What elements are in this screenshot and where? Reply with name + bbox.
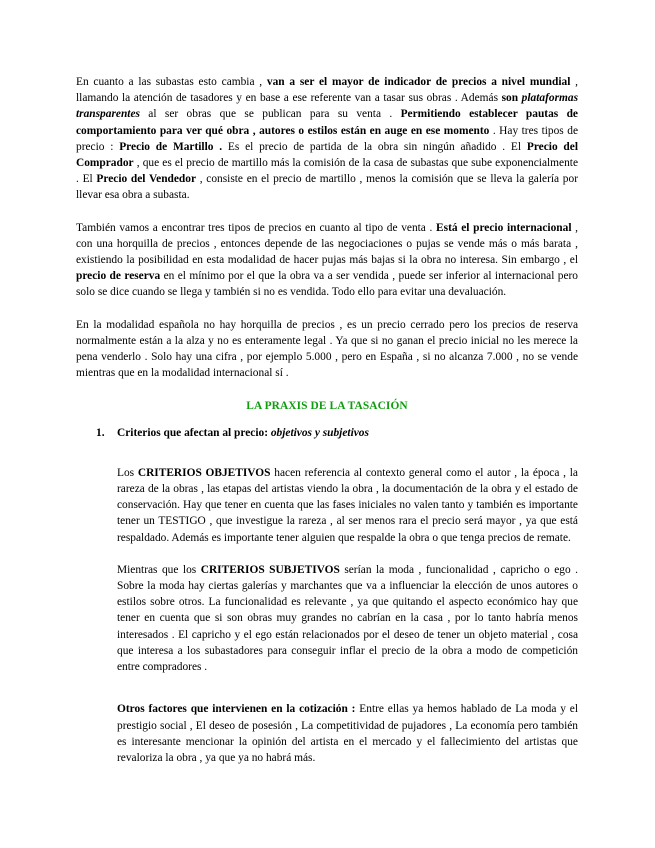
list-item-criterios xyxy=(76,425,578,441)
bold-plataformas-transparentes: plataformas transparentes xyxy=(76,92,578,121)
list-label: Criterios que afectan al precio: xyxy=(117,426,271,439)
bold-precio-reserva: precio de reserva xyxy=(76,270,161,283)
bold-precio-martillo: Precio de Martillo . xyxy=(119,140,223,153)
bold-precio-vendedor: Precio del Vendedor xyxy=(96,173,197,186)
bold-criterios-objetivos: CRITERIOS OBJETIVOS xyxy=(137,466,271,479)
paragraph-modalidad-espanola: En la modalidad española no hay horquilla de precios , es un precio cerrado pero los precios de reserva normalmente están a la alza y no es enteramente legal . Ya que si no ganan el precio inicial no les merece la pena venderlo . Solo hay una cifra , por ejemplo 5.000 , pero en España , si no alcanza 7.000 , no se vende mientras que en la modalidad internacional sí . xyxy=(76,318,578,380)
bold-precio-comprador: Precio del Comprador xyxy=(76,140,578,170)
bold-criterios-subjetivos: CRITERIOS SUBJETIVOS xyxy=(200,563,340,576)
document-page xyxy=(76,74,578,766)
bold-otros-factores: Otros factores que intervienen en la cotización : xyxy=(117,703,356,716)
paragraph-subastas: En cuanto a las subastas esto cambia , van a ser el mayor de indicador de precios a nivel mundial , llamando la atención de tasadores y en base a ese referente van a tasar sus obras . Además son plataformas transparentes al ser obras que se publican para su venta . Permitiendo establecer pautas de comportamiento para ver qué obra , autores o estilos están en auge en ese momento . Hay tres tipos de precio : Precio de Martillo . Es el precio de partida de la obra sin ningún añadido . El Precio del Comprador , que es el precio de martillo más la comisión de la casa de subastas que sube exponencialmente . El Precio del Vendedor , consiste en el precio de martillo , menos la comisión que se lleva la galería por llevar esa obra a subasta. xyxy=(76,76,578,202)
paragraph-criterios-subjetivos: Mientras que los CRITERIOS SUBJETIVOS serían la moda , funcionalidad , capricho o ego . Sobre la moda hay ciertas galerías y marchantes que va a influenciar la elección de unos autores o estilos sobre otros. La funcionalidad es relevante , ya que quitando el aspecto económico hay que tener en cuenta que si son obras muy grandes no cabrían en la casa , por lo tanto habría menos interesados . El capricho y el ego están relacionados por el deseo de tener un objeto material , cosa que interesa a los subastadores para conseguir inflar el precio de la obra a modo de competición entre compradores . xyxy=(117,563,578,674)
list-number: 1. xyxy=(96,426,105,439)
section-heading: LA PRAXIS DE LA TASACIÓN xyxy=(246,400,408,413)
list-label-italic: objetivos y subjetivos xyxy=(270,426,369,439)
bold-mayor-indicador: van a ser el mayor de indicador de precios a nivel mundial xyxy=(266,76,571,88)
paragraph-otros-factores: Otros factores que intervienen en la cotización : Entre ellas ya hemos hablado de La moda y el prestigio social , El deseo de posesión , La competitividad de pujadores , La economía pero también es interesante mencionar la opinión del artista en el mercado y el fallecimiento del artistas que revaloriza la obra , ya que ya no habrá más. xyxy=(117,703,578,764)
paragraph-tipos-venta: También vamos a encontrar tres tipos de precios en cuanto al tipo de venta . Está el precio internacional , con una horquilla de precios , entonces depende de las negociaciones o pujas se vende más o más barata , existiendo la posibilidad en esta modalidad de hacer pujas más bajas si la obra no interesa. Sin embargo , el precio de reserva en el mínimo por el que la obra va a ser vendida , puede ser inferior al internacional pero solo se dice cuando se llega y también si no es vendida. Todo ello para evitar una devaluación. xyxy=(76,221,579,299)
paragraph-criterios-objetivos: Los CRITERIOS OBJETIVOS hacen referencia al contexto general como el autor , la época , la rareza de la obras , las etapas del artistas viendo la obra , la documentación de la obra y el estado de conservación. Hay que tener en cuenta que las fases iniciales no valen tanto y también es importante tener un TESTIGO , que investigue la rareza , al ser menos rara el precio será mayor , ya que está respaldado. Además es importante tener alguien que respalde la obra o que tenga precios de remate. xyxy=(117,466,578,544)
bold-precio-internacional: Está el precio internacional xyxy=(436,221,572,234)
bold-pautas: Permitiendo establecer pautas de comportamiento para ver qué obra , autores o estilos están en auge en ese momento xyxy=(76,108,578,137)
